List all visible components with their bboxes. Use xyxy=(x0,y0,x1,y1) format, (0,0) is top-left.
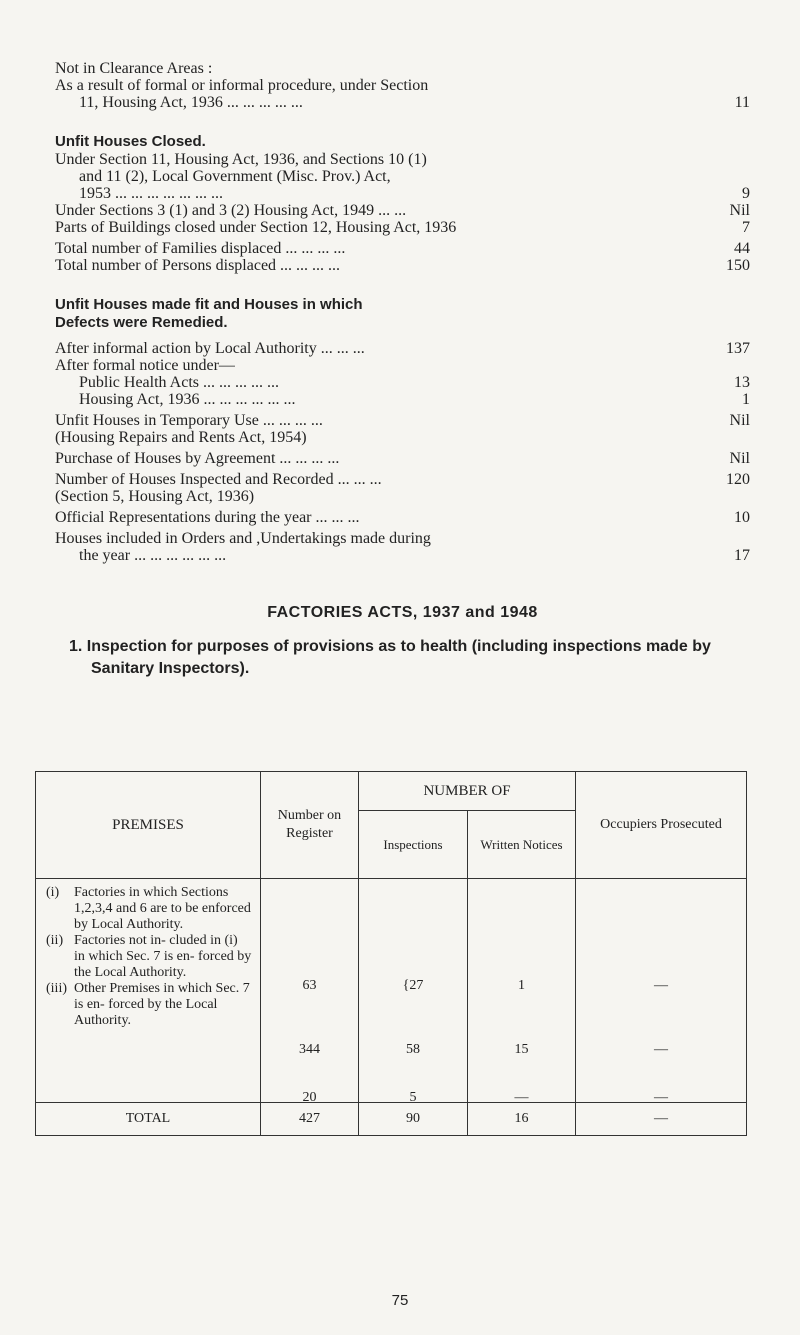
clearance-line-1: As a result of formal or informal procedure, under Section xyxy=(55,77,429,94)
notices-cell xyxy=(468,879,576,1103)
remedied-orders-line-1: Houses included in Orders and ,Undertakings made during xyxy=(55,530,431,547)
remedied-inspected-value: 120 xyxy=(726,471,750,488)
inspections-1: {27 xyxy=(402,978,424,993)
remedied-inspected: Number of Houses Inspected and Recorded ... ... ... 120 xyxy=(55,471,750,488)
premises-item-3-num: (iii) xyxy=(46,981,67,996)
total-occupiers: — xyxy=(576,1103,747,1136)
clearance-value: 11 xyxy=(734,94,750,111)
inspections-2: 58 xyxy=(406,1042,420,1057)
premises-item-1-text: Factories in which Sections 1,2,3,4 and 6 are to be enforced by Local Authority. xyxy=(74,885,251,932)
closed-item-1-line-3: 1953 ... ... ... ... ... ... ... 9 xyxy=(79,185,750,202)
inspections-3: 5 xyxy=(409,1090,417,1105)
closed-item-1-line-1: Under Section 11, Housing Act, 1936, and Sections 10 (1) xyxy=(55,151,427,168)
col-occupiers: Occupiers Prosecuted xyxy=(576,772,747,879)
table-row xyxy=(36,879,747,1103)
clearance-heading: Not in Clearance Areas : xyxy=(55,60,213,77)
notices-2: 15 xyxy=(514,1042,529,1057)
remedied-temporary-sub: (Housing Repairs and Rents Act, 1954) xyxy=(55,429,307,446)
notices-3: — xyxy=(514,1090,529,1105)
remedied-orders-value: 17 xyxy=(734,547,750,564)
premises-item-1-num: (i) xyxy=(46,885,60,900)
remedied-temporary: Unfit Houses in Temporary Use ... ... ... ... Nil xyxy=(55,412,750,429)
page-number: 75 xyxy=(391,1292,409,1309)
col-number-of: NUMBER OF xyxy=(359,772,576,811)
remedied-formal-label: After formal notice under— xyxy=(55,357,235,374)
remedied-informal: After informal action by Local Authority ... ... ... 137 xyxy=(55,340,750,357)
closed-item-5: Total number of Persons displaced ... ... ... ... 150 xyxy=(55,257,750,274)
closed-item-2: Under Sections 3 (1) and 3 (2) Housing Act, 1949 ... ... Nil xyxy=(55,202,750,219)
remedied-orders-line-2: the year ... ... ... ... ... ... 17 xyxy=(79,547,750,564)
closed-item-3-value: 7 xyxy=(742,219,750,236)
inspection-heading: 1. Inspection for purposes of provisions as to health (including inspections made by Sanitary Inspectors). xyxy=(69,638,711,677)
closed-item-2-value: Nil xyxy=(729,202,750,219)
table-row-total xyxy=(36,1103,747,1136)
notices-1: 1 xyxy=(518,978,525,993)
remedied-housing-act-value: 1 xyxy=(742,391,750,408)
inspections-cell xyxy=(359,879,468,1103)
remedied-official: Official Representations during the year ... ... ... 10 xyxy=(55,509,750,526)
col-premises: PREMISES xyxy=(36,772,261,879)
occupiers-2: — xyxy=(654,1042,668,1057)
premises-cell xyxy=(36,879,261,1103)
remedied-purchase-value: Nil xyxy=(729,450,750,467)
closed-item-4-value: 44 xyxy=(734,240,750,257)
closed-item-3: Parts of Buildings closed under Section 12, Housing Act, 1936 7 xyxy=(55,219,750,236)
remedied-temporary-value: Nil xyxy=(729,412,750,429)
register-cell xyxy=(261,879,359,1103)
occupiers-3: — xyxy=(654,1090,668,1105)
col-notices: Written Notices xyxy=(468,811,576,879)
closed-item-1-line-2: and 11 (2), Local Government (Misc. Prov.) Act, xyxy=(79,168,391,185)
total-register: 427 xyxy=(261,1103,359,1136)
remedied-inspected-sub: (Section 5, Housing Act, 1936) xyxy=(55,488,255,505)
premises-item-3 xyxy=(46,981,252,1029)
remedied-housing-act: Housing Act, 1936 ... ... ... ... ... ... 1 xyxy=(79,391,750,408)
remedied-public-health: Public Health Acts ... ... ... ... ... 13 xyxy=(79,374,750,391)
report-body xyxy=(55,60,750,680)
remedied-official-value: 10 xyxy=(734,509,750,526)
factories-inspection-table xyxy=(35,771,747,1136)
col-register: Number on Register xyxy=(261,772,359,879)
closed-item-4: Total number of Families displaced ... ... ... ... 44 xyxy=(55,240,750,257)
remedied-heading-2: Defects were Remedied. xyxy=(55,314,228,331)
closed-item-5-value: 150 xyxy=(726,257,750,274)
total-inspections: 90 xyxy=(359,1103,468,1136)
register-1: 63 xyxy=(302,978,317,993)
closed-heading: Unfit Houses Closed. xyxy=(55,133,206,150)
remedied-public-health-value: 13 xyxy=(734,374,750,391)
premises-item-3-text: Other Premises in which Sec. 7 is en- forced by the Local Authority. xyxy=(74,981,250,1028)
factories-title: FACTORIES ACTS, 1937 and 1948 xyxy=(267,604,538,621)
remedied-heading-1: Unfit Houses made fit and Houses in which xyxy=(55,296,363,313)
occupiers-1: — xyxy=(654,978,668,993)
clearance-line-2: 11, Housing Act, 1936 ... ... ... ... ... 11 xyxy=(79,94,750,111)
occupiers-cell xyxy=(576,879,747,1103)
register-3: 20 xyxy=(302,1090,317,1105)
premises-item-2-text: Factories not in- cluded in (i) in which Sec. 7 is en- forced by the Local Authority. xyxy=(74,933,252,980)
remedied-informal-value: 137 xyxy=(726,340,750,357)
total-label: TOTAL xyxy=(36,1103,261,1136)
premises-item-2 xyxy=(46,933,252,981)
premises-item-2-num: (ii) xyxy=(46,933,64,948)
remedied-purchase: Purchase of Houses by Agreement ... ... ... ... Nil xyxy=(55,450,750,467)
col-inspections: Inspections xyxy=(359,811,468,879)
premises-item-1 xyxy=(46,885,252,933)
closed-item-1-value: 9 xyxy=(742,185,750,202)
total-notices: 16 xyxy=(468,1103,576,1136)
register-2: 344 xyxy=(299,1042,320,1057)
